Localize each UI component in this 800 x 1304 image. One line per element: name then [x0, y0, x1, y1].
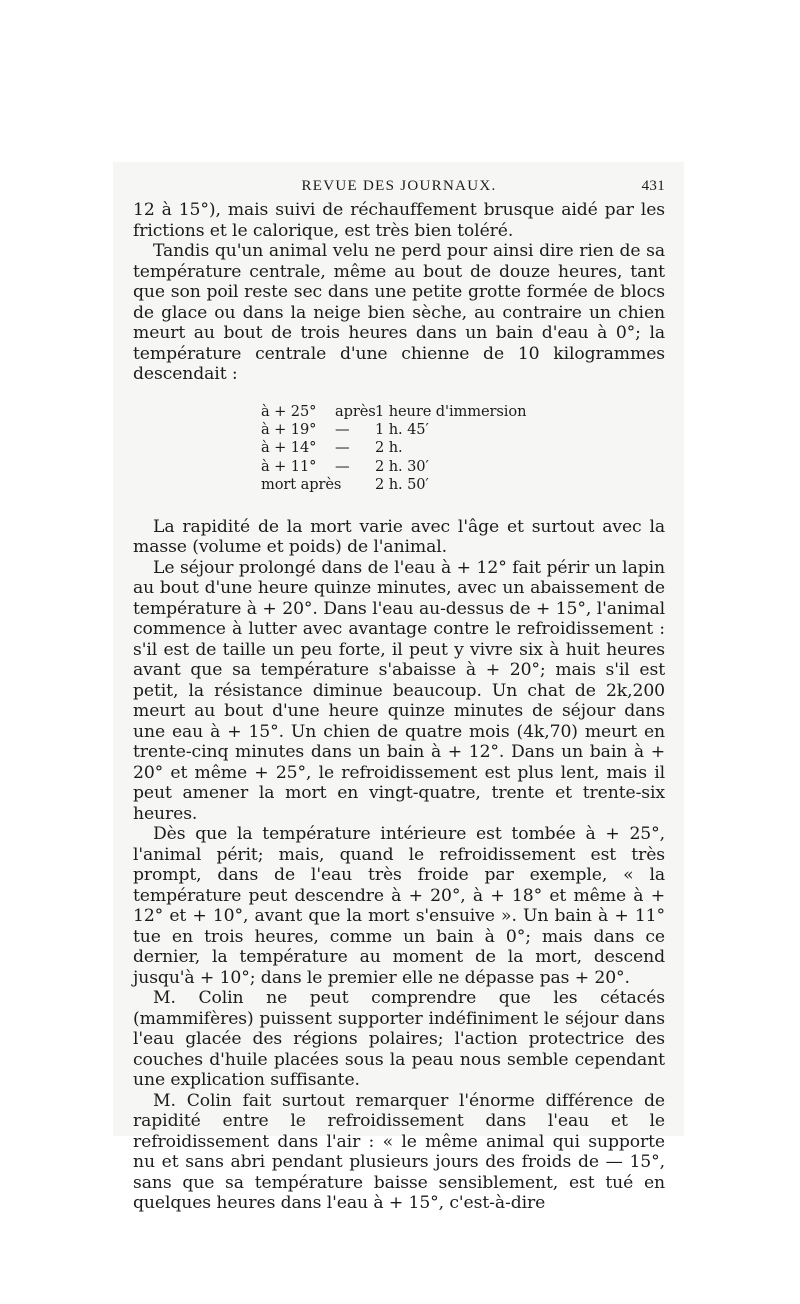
- table-cell-time: 1 h. 45′: [375, 420, 429, 438]
- table-cell-time: 2 h. 30′: [375, 457, 429, 475]
- table-cell-temperature: à + 14°: [261, 439, 317, 457]
- temperature-table: [133, 403, 665, 495]
- table-cell-separator: —: [335, 439, 350, 457]
- paragraph: Le séjour prolongé dans de l'eau à + 12° fait périr un lapin au bout d'une heure quinze minutes, avec un abaissement de température à + 20°. Dans l'eau au-dessus de + 15°, l'animal commence à lutter avec avantage contre le refroidissement : s'il est de taille un peu forte, il peut y vivre six à huit heures avant que sa température s'abaisse à + 20°; mais s'il est petit, la résistance diminue beaucoup. Un chat de 2k,200 meurt au bout d'une heure quinze minutes de séjour dans une eau à + 15°. Un chien de quatre mois (4k,70) meurt en trente-cinq minutes dans un bain à + 12°. Dans un bain à + 20° et même + 25°, le refroidissement est plus lent, mais il peut amener la mort en vingt-quatre, trente et trente-six heures.: [133, 557, 665, 824]
- table-row: [261, 458, 665, 476]
- table-cell-temperature: mort après: [261, 476, 342, 494]
- paragraph: 12 à 15°), mais suivi de réchauffement brusque aidé par les frictions et le calorique, est très bien toléré.: [133, 200, 665, 241]
- table-cell-separator: après: [335, 402, 376, 420]
- table-row: [261, 439, 665, 457]
- table-cell-separator: —: [335, 457, 350, 475]
- paragraph: La rapidité de la mort varie avec l'âge et surtout avec la masse (volume et poids) de l'animal.: [133, 516, 665, 558]
- table-row: [261, 403, 665, 421]
- table-row: [261, 476, 665, 494]
- table-cell-temperature: à + 19°: [261, 420, 317, 438]
- table-cell-temperature: à + 11°: [261, 457, 317, 475]
- running-title: REVUE DES JOURNAUX.: [301, 178, 497, 194]
- page-number: 431: [641, 178, 665, 194]
- paragraph: Dès que la température intérieure est tombée à + 25°, l'animal périt; mais, quand le refroidissement est très prompt, dans de l'eau très froide par exemple, « la température peut descendre à + 20°, à + 18° et même à + 12° et + 10°, avant que la mort s'ensuive ». Un bain à + 11° tue en trois heures, comme un bain à 0°; mais dans ce dernier, la température au moment de la mort, descend jusqu'à + 10°; dans le premier elle ne dépasse pas + 20°.: [133, 824, 665, 988]
- paragraph: M. Colin ne peut comprendre que les cétacés (mammifères) puissent supporter indéfiniment le séjour dans l'eau glacée des régions polaires; l'action protectrice des couches d'huile placées sous la peau nous semble cependant une explication suffisante.: [133, 988, 665, 1091]
- table-cell-time: 2 h. 50′: [375, 476, 429, 494]
- paragraph: Tandis qu'un animal velu ne perd pour ainsi dire rien de sa température centrale, même au bout de douze heures, tant que son poil reste sec dans une petite grotte formée de blocs de glace ou dans la neige bien sèche, au contraire un chien meurt au bout de trois heures dans un bain d'eau à 0°; la température centrale d'une chienne de 10 kilogrammes descendait :: [133, 241, 665, 384]
- page-header: [133, 172, 665, 200]
- table-row: [261, 421, 665, 439]
- table-cell-time: 2 h.: [375, 439, 403, 457]
- table-cell-temperature: à + 25°: [261, 402, 317, 420]
- paragraph: M. Colin fait surtout remarquer l'énorme différence de rapidité entre le refroidissement dans l'eau et le refroidissement dans l'air : « le même animal qui supporte nu et sans abri pendant plusieurs jours des froids de — 15°, sans que sa température baisse sensiblement, est tué en quelques heures dans l'eau à + 15°, c'est-à-dire: [133, 1090, 665, 1214]
- table-cell-time: 1 heure d'immersion: [375, 402, 527, 420]
- table-cell-separator: —: [335, 420, 350, 438]
- page-content: [133, 172, 665, 1214]
